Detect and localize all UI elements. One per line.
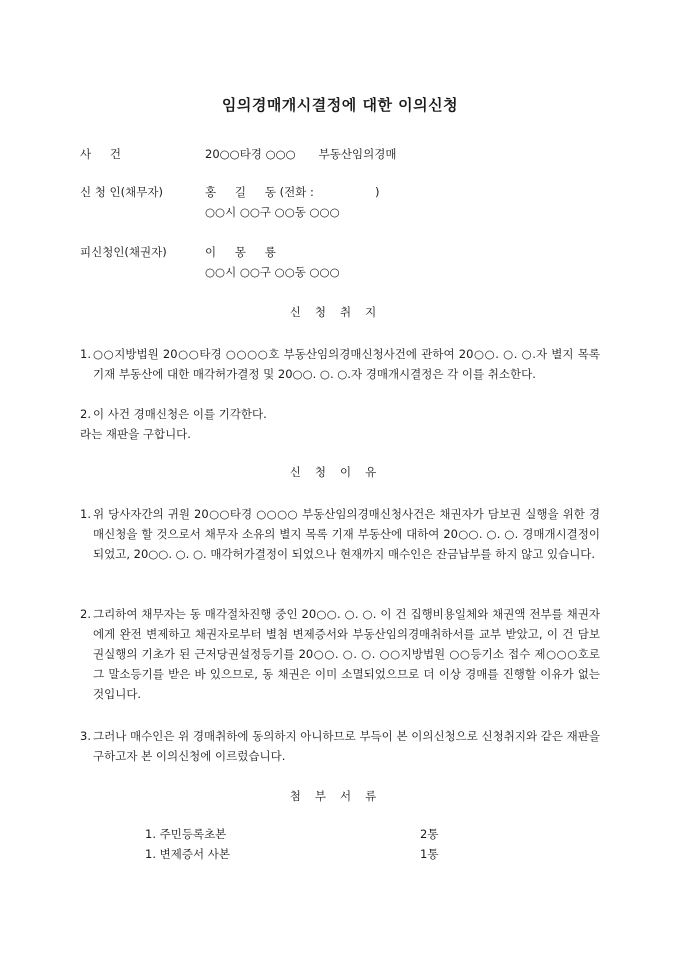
attachment-name: 1. 변제증서 사본 xyxy=(145,847,230,861)
respondent-name: 이 몽 룡 xyxy=(205,245,276,259)
reason-item-text: 위 당사자간의 귀원 20○○타경 ○○○○ 부동산임의경매신청사건은 채권자가 담보권 실행을 위한 경매신청을 할 것으로서 채무자 소유의 별지 목록 기재 부동산에 대하여 20○○. ○. ○. 경매개시결정이 되었고, 20○○. ○. ○. 매각허가결정이 되었으나 현재까지 매수인은 잔금납부를 하지 않고 있습니다. xyxy=(93,507,600,561)
reason-item xyxy=(80,504,600,564)
respondent-address: ○○시 ○○구 ○○동 ○○○ xyxy=(205,265,340,279)
reason-item-number: 1. xyxy=(80,507,91,521)
purpose-heading: 신청취지 xyxy=(289,305,391,319)
attachment-qty: 2통 xyxy=(420,827,439,841)
reasons-heading: 신청이유 xyxy=(289,465,391,479)
purpose-item xyxy=(80,344,600,384)
attachment-name: 1. 주민등록초본 xyxy=(145,827,227,841)
case-value: 20○○타경 ○○○ 부동산임의경매 xyxy=(205,147,397,161)
reason-item-text: 그리하여 채무자는 동 매각절차진행 중인 20○○. ○. ○. 이 건 집행비용일체와 채권액 전부를 채권자에게 완전 변제하고 채권자로부터 별첨 변제증서와 부동산임의경매취하서를 교부 받았고, 이 건 담보권실행의 기초가 된 근저당권설정등기를 20○○. ○. ○. ○○지방법원 ○○등기소 접수 제○○○호로 그 말소등기를 받은 바 있으므로, 동 채권은 이미 소멸되었으므로 더 이상 경매를 진행할 이유가 없는 것입니다. xyxy=(93,607,600,701)
case-label: 사 건 xyxy=(80,147,122,161)
reason-item-text: 그러나 매수인은 위 경매취하에 동의하지 아니하므로 부득이 본 이의신청으로 신청취지와 같은 재판을 구하고자 본 이의신청에 이르렀습니다. xyxy=(93,729,600,763)
purpose-item-text: ○○지방법원 20○○타경 ○○○○호 부동산임의경매신청사건에 관하여 20○○. ○. ○.자 별지 목록 기재 부동산에 대한 매각허가결정 및 20○○. ○. ○.자 경매개시결정은 각 이를 취소한다. xyxy=(93,347,600,381)
attachment-qty: 1통 xyxy=(420,847,439,861)
applicant-name: 홍 길 동 (전화 : ) xyxy=(205,185,380,199)
reason-item xyxy=(80,726,600,766)
applicant-label: 신 청 인(채무자) xyxy=(80,185,163,199)
purpose-closing: 라는 재판을 구합니다. xyxy=(80,427,191,441)
purpose-item-number: 1. xyxy=(80,347,91,361)
applicant-address: ○○시 ○○구 ○○동 ○○○ xyxy=(205,205,340,219)
purpose-item xyxy=(80,404,600,424)
attachments-heading: 첨부서류 xyxy=(289,789,391,803)
reason-item-number: 3. xyxy=(80,729,91,743)
document-title: 임의경매개시결정에 대한 이의신청 xyxy=(221,96,459,114)
reason-item xyxy=(80,604,600,704)
reason-item-number: 2. xyxy=(80,607,91,621)
respondent-label: 피신청인(채권자) xyxy=(80,245,167,259)
purpose-item-text: 이 사건 경매신청은 이를 기각한다. xyxy=(93,407,267,421)
purpose-item-number: 2. xyxy=(80,407,91,421)
